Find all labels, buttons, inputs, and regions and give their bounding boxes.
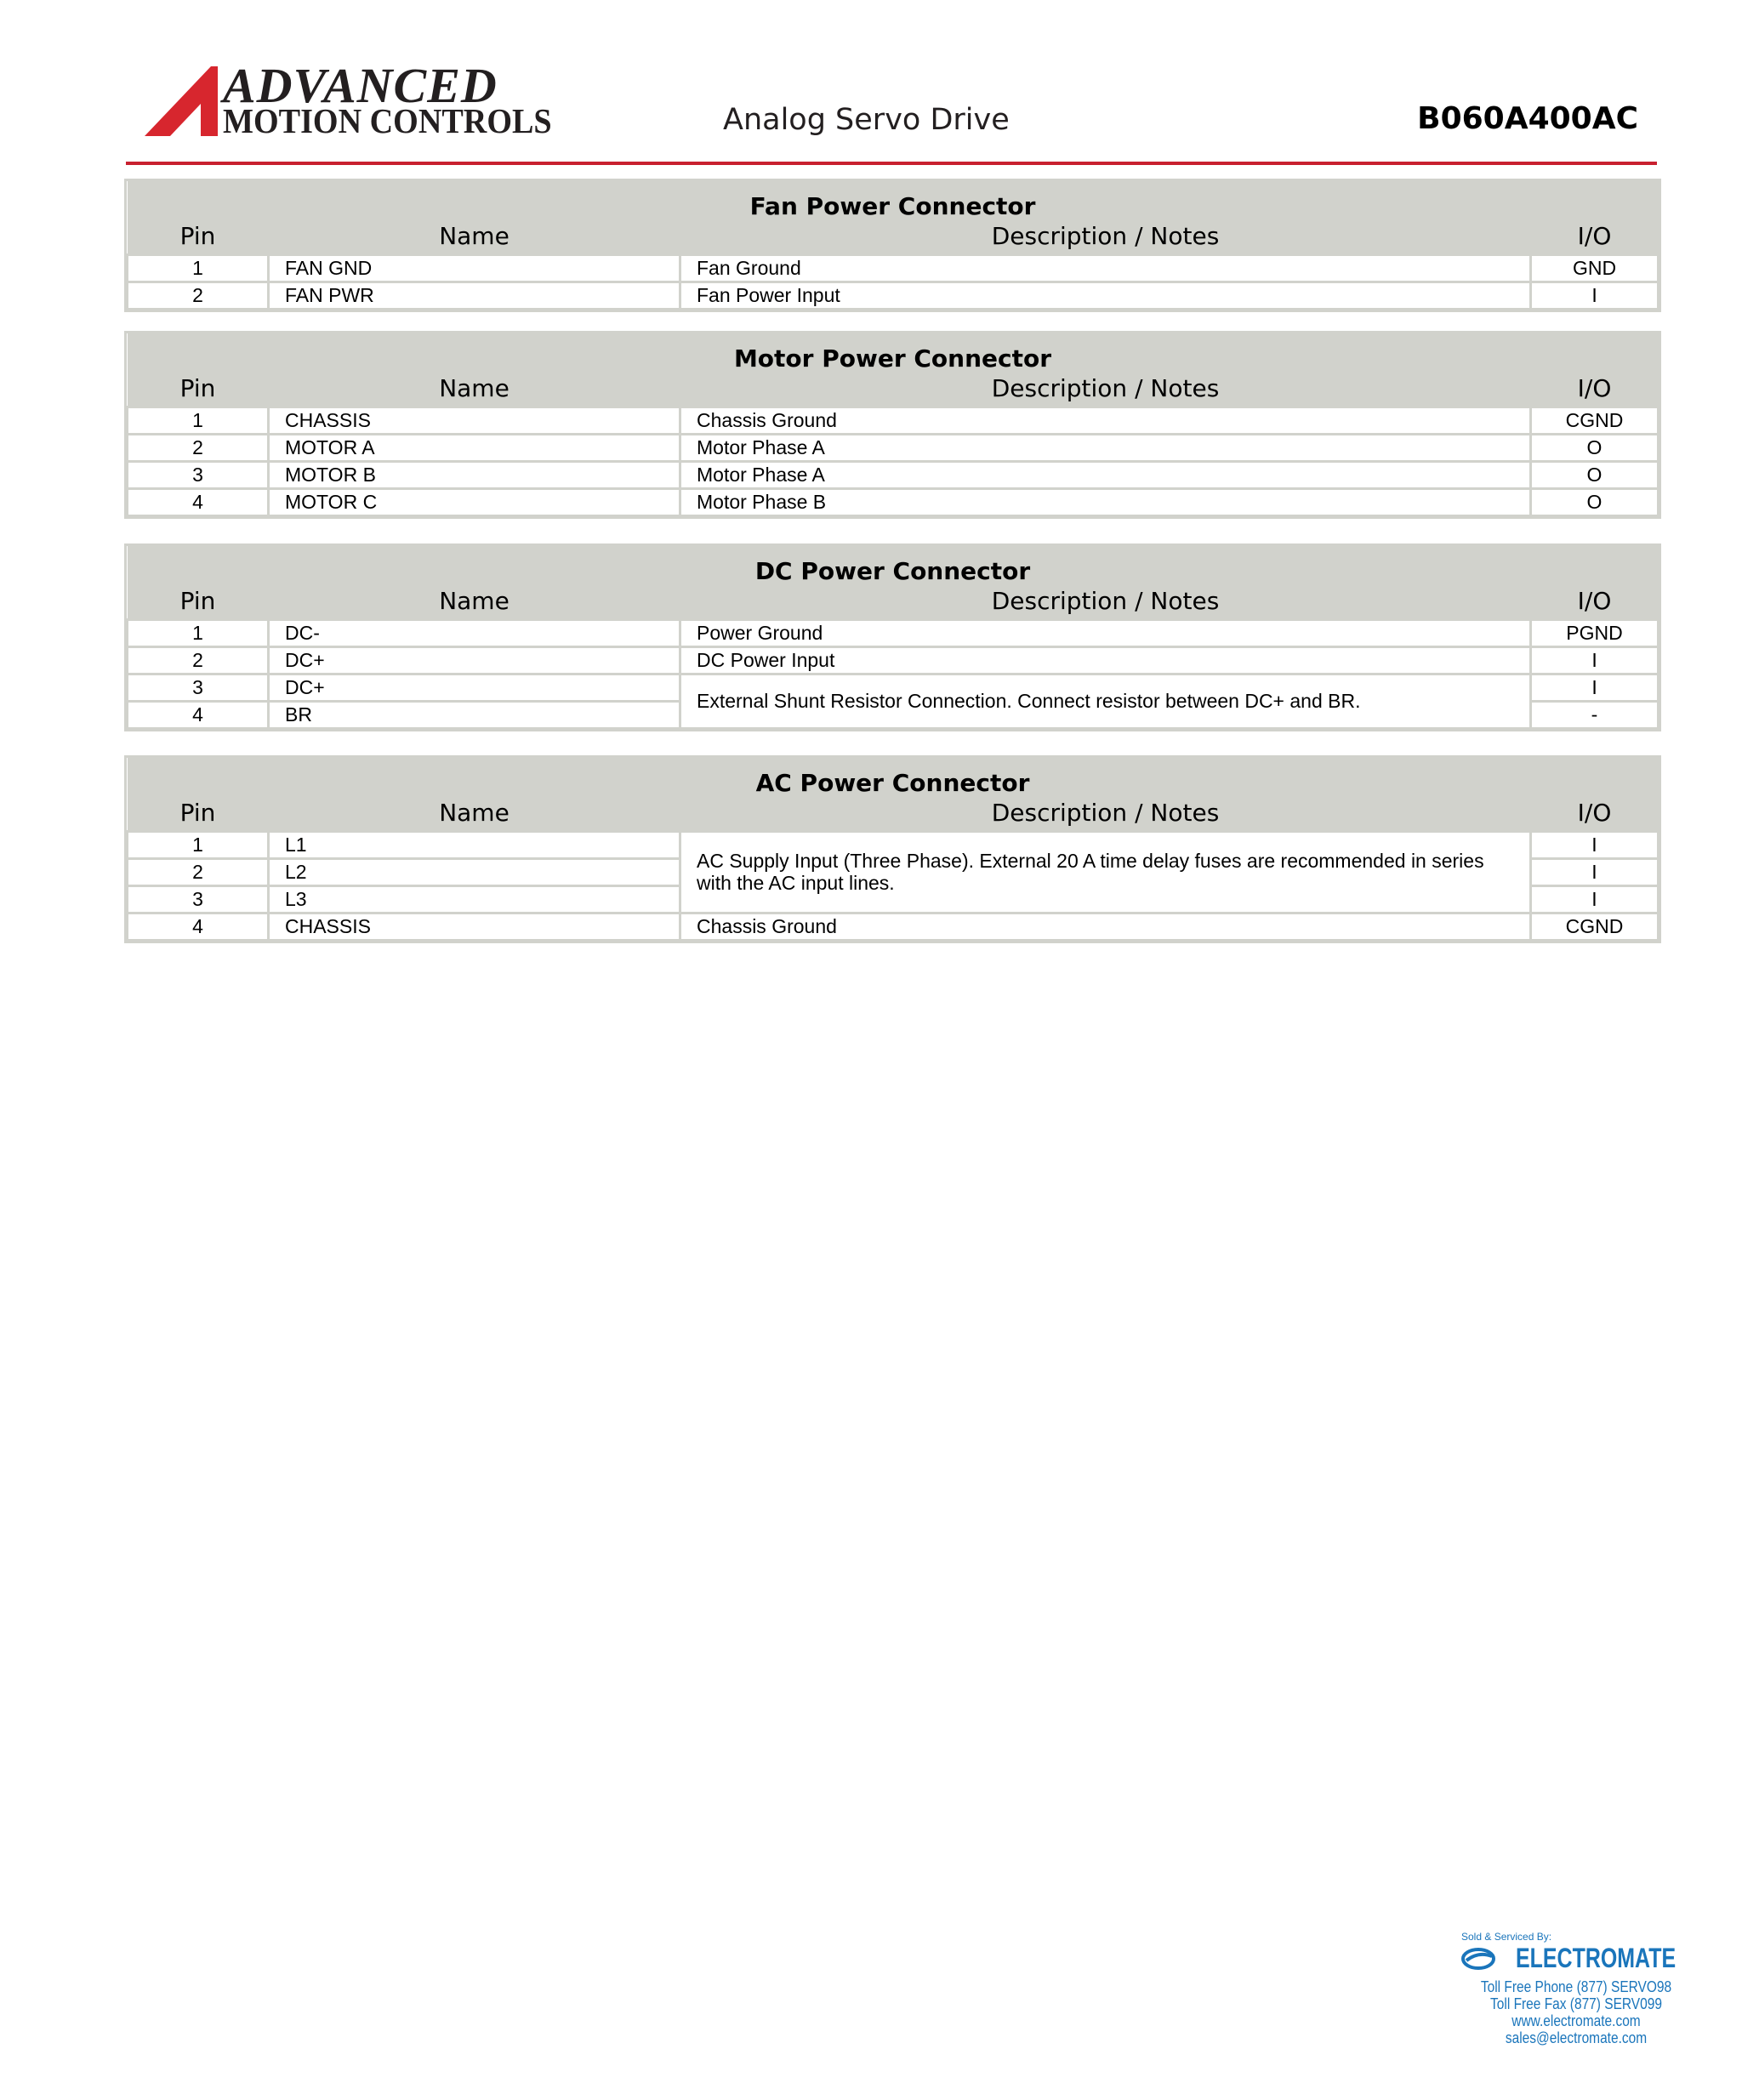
name-cell: DC+ [269, 674, 680, 701]
pin-cell: 1 [128, 407, 269, 434]
description-cell: Fan Ground [680, 254, 1531, 282]
header-divider [126, 162, 1657, 165]
column-header-io: I/O [1531, 585, 1659, 619]
column-header-pin: Pin [128, 797, 269, 831]
column-header-name: Name [269, 220, 680, 254]
column-header-name: Name [269, 797, 680, 831]
pin-cell: 1 [128, 831, 269, 858]
column-header-name: Name [269, 585, 680, 619]
name-cell: DC+ [269, 646, 680, 674]
io-cell: I [1531, 858, 1659, 885]
name-cell: L3 [269, 885, 680, 913]
table-row [128, 282, 1659, 309]
table-row [128, 434, 1659, 461]
table-row [128, 619, 1659, 646]
name-cell: CHASSIS [269, 407, 680, 434]
distributor-badge [1461, 1924, 1691, 2046]
description-cell: Motor Phase B [680, 488, 1531, 515]
column-header-pin: Pin [128, 220, 269, 254]
pin-cell: 4 [128, 488, 269, 515]
column-header-description: Description / Notes [680, 373, 1531, 407]
table-row [128, 913, 1659, 940]
table-row [128, 254, 1659, 282]
logo-line2: MOTION CONTROLS [223, 101, 552, 140]
description-cell: Chassis Ground [680, 913, 1531, 940]
table-row [128, 831, 1659, 858]
logo-line1: ADVANCED [223, 58, 498, 113]
pin-cell: 2 [128, 858, 269, 885]
electromate-swoosh-icon [1461, 1946, 1495, 1972]
logo-triangle-icon [145, 66, 223, 136]
io-cell: I [1531, 831, 1659, 858]
pin-cell: 1 [128, 619, 269, 646]
table-title: DC Power Connector [128, 545, 1659, 585]
pin-cell: 4 [128, 701, 269, 728]
pin-cell: 4 [128, 913, 269, 940]
table-title: Motor Power Connector [128, 333, 1659, 373]
column-header-description: Description / Notes [680, 220, 1531, 254]
pin-cell: 3 [128, 461, 269, 488]
pin-cell: 2 [128, 646, 269, 674]
column-header-io: I/O [1531, 220, 1659, 254]
company-name: ELECTROMATE [1516, 1943, 1677, 1973]
name-cell: DC- [269, 619, 680, 646]
name-cell: L2 [269, 858, 680, 885]
table-row [128, 646, 1659, 674]
name-cell: L1 [269, 831, 680, 858]
io-cell: O [1531, 434, 1659, 461]
name-cell: MOTOR A [269, 434, 680, 461]
column-header-pin: Pin [128, 373, 269, 407]
column-header-description: Description / Notes [680, 585, 1531, 619]
io-cell: O [1531, 461, 1659, 488]
model-number: B060A400AC [1417, 101, 1638, 136]
table-row [128, 407, 1659, 434]
pin-cell: 2 [128, 434, 269, 461]
table-title: AC Power Connector [128, 757, 1659, 797]
sold-by-label: Sold & Serviced By: [1461, 1931, 1552, 1943]
description-cell: AC Supply Input (Three Phase). External 20 A time delay fuses are recommended in series with the AC input lines. [680, 831, 1531, 913]
io-cell: GND [1531, 254, 1659, 282]
email-link[interactable]: sales@electromate.com [1505, 2029, 1648, 2046]
pin-cell: 3 [128, 674, 269, 701]
description-cell: Fan Power Input [680, 282, 1531, 309]
io-cell: I [1531, 646, 1659, 674]
pin-cell: 3 [128, 885, 269, 913]
description-cell: DC Power Input [680, 646, 1531, 674]
table-row [128, 461, 1659, 488]
io-cell: CGND [1531, 913, 1659, 940]
name-cell: BR [269, 701, 680, 728]
io-cell: CGND [1531, 407, 1659, 434]
description-cell: Chassis Ground [680, 407, 1531, 434]
name-cell: FAN GND [269, 254, 680, 282]
column-header-io: I/O [1531, 797, 1659, 831]
pin-cell: 1 [128, 254, 269, 282]
io-cell: - [1531, 701, 1659, 728]
io-cell: I [1531, 282, 1659, 309]
name-cell: FAN PWR [269, 282, 680, 309]
company-logo [145, 58, 553, 140]
website-link[interactable]: www.electromate.com [1511, 2012, 1641, 2029]
io-cell: O [1531, 488, 1659, 515]
table-row [128, 488, 1659, 515]
motor-power-connector-table [126, 333, 1659, 517]
phone-line: Toll Free Phone (877) SERVO98 [1480, 1978, 1672, 1995]
table-row [128, 674, 1659, 701]
io-cell: I [1531, 674, 1659, 701]
description-cell: Motor Phase A [680, 434, 1531, 461]
column-header-pin: Pin [128, 585, 269, 619]
column-header-io: I/O [1531, 373, 1659, 407]
description-cell: Power Ground [680, 619, 1531, 646]
name-cell: MOTOR B [269, 461, 680, 488]
name-cell: MOTOR C [269, 488, 680, 515]
fan-power-connector-table [126, 180, 1659, 310]
fax-line: Toll Free Fax (877) SERV099 [1490, 1995, 1662, 2012]
name-cell: CHASSIS [269, 913, 680, 940]
io-cell: I [1531, 885, 1659, 913]
column-header-name: Name [269, 373, 680, 407]
description-cell: Motor Phase A [680, 461, 1531, 488]
ac-power-connector-table [126, 757, 1659, 942]
dc-power-connector-table [126, 545, 1659, 730]
pin-cell: 2 [128, 282, 269, 309]
column-header-description: Description / Notes [680, 797, 1531, 831]
io-cell: PGND [1531, 619, 1659, 646]
description-cell: External Shunt Resistor Connection. Connect resistor between DC+ and BR. [680, 674, 1531, 728]
document-title: Analog Servo Drive [723, 103, 1010, 137]
table-title: Fan Power Connector [128, 180, 1659, 220]
